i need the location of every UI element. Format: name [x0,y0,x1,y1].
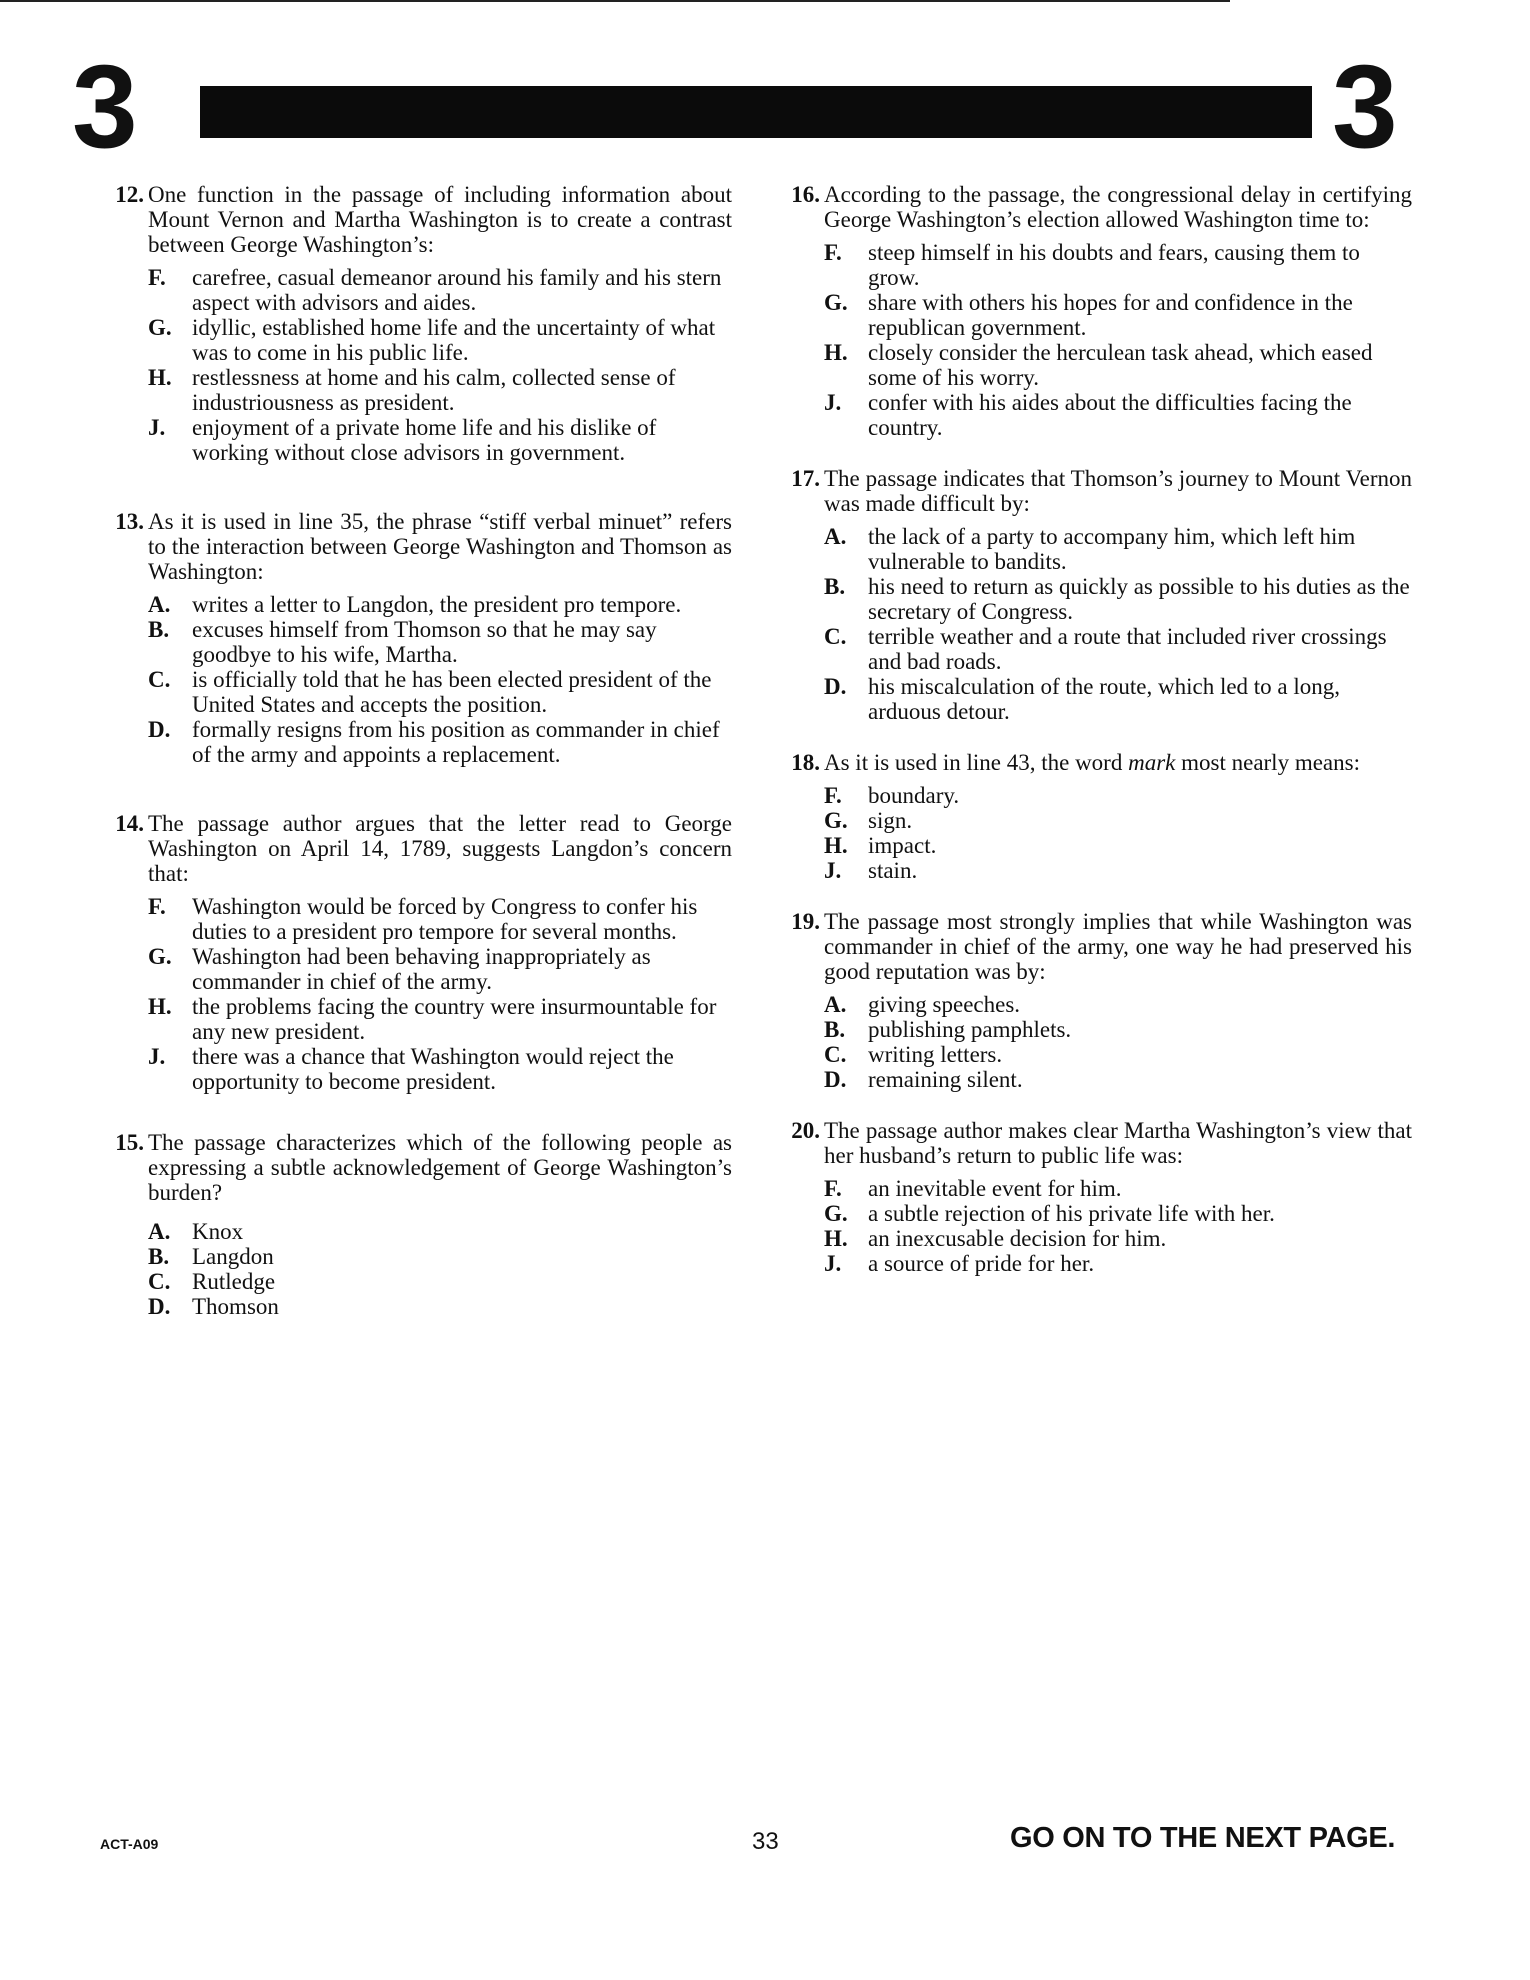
option-text: terrible weather and a route that included river crossings and bad roads. [868,624,1387,674]
answer-option-f[interactable] [824,1176,1412,1201]
answer-option-j[interactable] [148,415,732,465]
option-letter: F. [148,894,166,919]
option-letter: F. [824,1176,842,1201]
question-18 [776,750,1412,883]
answer-option-b[interactable] [824,1017,1412,1042]
question-number: 15. [115,1130,144,1155]
option-text: an inevitable event for him. [868,1176,1122,1201]
option-text: writing letters. [868,1042,1003,1067]
option-text: Langdon [192,1244,274,1269]
question-stem: The passage author makes clear Martha Washington’s view that her husband’s return to public life was: [824,1118,1412,1168]
answer-option-g[interactable] [824,290,1412,340]
answer-option-a[interactable] [148,592,732,617]
answer-option-b[interactable] [148,617,732,667]
question-number: 14. [115,811,144,836]
question-stem: One function in the passage of including information about Mount Vernon and Martha Washington is to create a contrast between George Washington’s: [148,182,732,257]
option-letter: B. [148,1244,170,1269]
option-letter: D. [148,717,171,742]
answer-options [824,992,1412,1092]
option-text: excuses himself from Thomson so that he may say goodbye to his wife, Martha. [192,617,657,667]
option-letter: A. [824,992,847,1017]
answer-options [148,592,732,767]
option-text: restlessness at home and his calm, collected sense of industriousness as president. [192,365,676,415]
question-stem [824,750,1412,775]
answer-option-f[interactable] [824,240,1412,290]
question-number: 20. [791,1118,820,1143]
option-letter: G. [148,315,172,340]
option-text: his miscalculation of the route, which led to a long, arduous detour. [868,674,1341,724]
answer-option-h[interactable] [824,340,1412,390]
option-letter: J. [824,1251,842,1276]
option-letter: H. [148,365,172,390]
answer-option-c[interactable] [824,1042,1412,1067]
answer-option-c[interactable] [148,667,732,717]
question-stem: As it is used in line 35, the phrase “stiff verbal minuet” refers to the interaction between George Washington and Thomson as Washington: [148,509,732,584]
question-14 [100,811,732,1094]
option-text: his need to return as quickly as possible to his duties as the secretary of Congress. [868,574,1410,624]
option-letter: J. [824,390,842,415]
option-text: Washington had been behaving inappropriately as commander in chief of the army. [192,944,651,994]
option-text: a subtle rejection of his private life with her. [868,1201,1275,1226]
option-letter: F. [148,265,166,290]
option-text: remaining silent. [868,1067,1023,1092]
answer-option-g[interactable] [824,1201,1412,1226]
option-text: idyllic, established home life and the uncertainty of what was to come in his public life. [192,315,716,365]
option-text: publishing pamphlets. [868,1017,1072,1042]
option-text: a source of pride for her. [868,1251,1095,1276]
answer-option-j[interactable] [148,1044,732,1094]
option-text: Rutledge [192,1269,276,1294]
option-letter: B. [148,617,170,642]
option-letter: J. [148,415,166,440]
page-number: 33 [752,1828,779,1855]
option-text: is officially told that he has been elected president of the United States and accepts the position. [192,667,712,717]
option-letter: G. [824,290,848,315]
answer-options [824,783,1412,883]
option-letter: J. [824,858,842,883]
answer-option-a[interactable] [824,992,1412,1017]
option-letter: A. [148,1219,171,1244]
option-letter: C. [148,1269,171,1294]
answer-option-a[interactable] [824,524,1412,574]
option-text: Thomson [192,1294,279,1319]
option-text: the lack of a party to accompany him, which left him vulnerable to bandits. [868,524,1356,574]
option-text: share with others his hopes for and confidence in the republican government. [868,290,1353,340]
question-stem-after: most nearly means: [1175,750,1360,775]
option-letter: C. [824,1042,847,1067]
answer-options [824,1176,1412,1276]
answer-option-a[interactable] [148,1219,732,1244]
option-text: sign. [868,808,913,833]
section-number-left: 3 [72,41,138,173]
question-stem: The passage characterizes which of the following people as expressing a subtle acknowledgement of George Washington’s burden? [148,1130,732,1205]
question-number: 16. [791,182,820,207]
question-number: 13. [115,509,144,534]
answer-option-b[interactable] [148,1244,732,1269]
question-number: 19. [791,909,820,934]
option-text: carefree, casual demeanor around his family and his stern aspect with advisors and aides. [192,265,722,315]
question-stem: According to the passage, the congressional delay in certifying George Washington’s election allowed Washington time to: [824,182,1412,232]
option-text: boundary. [868,783,960,808]
question-number: 17. [791,466,820,491]
answer-options [148,1219,732,1319]
section-header-bar [200,86,1312,138]
option-letter: B. [824,574,846,599]
option-letter: H. [148,994,172,1019]
question-stem: The passage author argues that the letter read to George Washington on April 14, 1789, suggests Langdon’s concern that: [148,811,732,886]
answer-option-j[interactable] [824,390,1412,440]
option-text: writes a letter to Langdon, the president pro tempore. [192,592,682,617]
option-letter: A. [824,524,847,549]
answer-option-j[interactable] [824,1251,1412,1276]
option-letter: G. [824,1201,848,1226]
question-19 [776,909,1412,1092]
answer-options [824,240,1412,440]
question-17 [776,466,1412,724]
option-letter: A. [148,592,171,617]
answer-options [824,524,1412,724]
answer-option-c[interactable] [824,624,1412,674]
option-text: steep himself in his doubts and fears, causing them to grow. [868,240,1360,290]
footer-test-code: ACT-A09 [100,1836,159,1852]
answer-option-h[interactable] [824,1226,1412,1251]
option-text: giving speeches. [868,992,1021,1017]
answer-option-g[interactable] [148,944,732,994]
question-15 [100,1130,732,1319]
option-text: enjoyment of a private home life and his dislike of working without close advisors in government. [192,415,657,465]
option-letter: G. [824,808,848,833]
answer-option-f[interactable] [148,265,732,315]
top-border-line [0,0,1230,2]
question-stem-before: As it is used in line 43, the word [824,750,1129,775]
answer-option-g[interactable] [824,808,1412,833]
option-letter: D. [824,674,847,699]
option-letter: D. [148,1294,171,1319]
answer-option-c[interactable] [148,1269,732,1294]
question-number: 12. [115,182,144,207]
option-letter: B. [824,1017,846,1042]
right-column [776,182,1412,1276]
option-text: there was a chance that Washington would reject the opportunity to become president. [192,1044,674,1094]
option-letter: H. [824,833,848,858]
option-text: closely consider the herculean task ahead, which eased some of his worry. [868,340,1373,390]
option-letter: C. [148,667,171,692]
option-letter: H. [824,1226,848,1251]
option-text: formally resigns from his position as commander in chief of the army and appoints a replacement. [192,717,720,767]
question-number: 18. [791,750,820,775]
answer-option-d[interactable] [148,717,732,767]
option-text: confer with his aides about the difficulties facing the country. [868,390,1352,440]
answer-option-d[interactable] [824,1067,1412,1092]
option-text: stain. [868,858,918,883]
answer-option-f[interactable] [148,894,732,944]
section-number-right: 3 [1332,41,1398,173]
option-letter: F. [824,783,842,808]
option-text: Knox [192,1219,244,1244]
option-letter: H. [824,340,848,365]
question-13 [100,509,732,767]
question-12 [100,182,732,465]
answer-option-f[interactable] [824,783,1412,808]
option-letter: G. [148,944,172,969]
question-stem: The passage indicates that Thomson’s journey to Mount Vernon was made difficult by: [824,466,1412,516]
option-text: impact. [868,833,937,858]
answer-option-h[interactable] [148,365,732,415]
answer-option-h[interactable] [148,994,732,1044]
answer-options [148,265,732,465]
answer-option-j[interactable] [824,858,1412,883]
option-letter: D. [824,1067,847,1092]
option-text: Washington would be forced by Congress to confer his duties to a president pro tempore for several months. [192,894,698,944]
option-text: the problems facing the country were insurmountable for any new president. [192,994,717,1044]
question-stem-italic-word: mark [1128,750,1176,775]
left-column [100,182,732,1319]
option-text: an inexcusable decision for him. [868,1226,1167,1251]
question-16 [776,182,1412,440]
option-letter: F. [824,240,842,265]
answer-options [148,894,732,1094]
answer-option-d[interactable] [148,1294,732,1319]
go-on-instruction: GO ON TO THE NEXT PAGE. [1010,1822,1396,1854]
answer-option-h[interactable] [824,833,1412,858]
option-letter: J. [148,1044,166,1069]
answer-option-d[interactable] [824,674,1412,724]
option-letter: C. [824,624,847,649]
question-20 [776,1118,1412,1276]
answer-option-b[interactable] [824,574,1412,624]
answer-option-g[interactable] [148,315,732,365]
question-stem: The passage most strongly implies that while Washington was commander in chief of the army, one way he had preserved his good reputation was by: [824,909,1412,984]
